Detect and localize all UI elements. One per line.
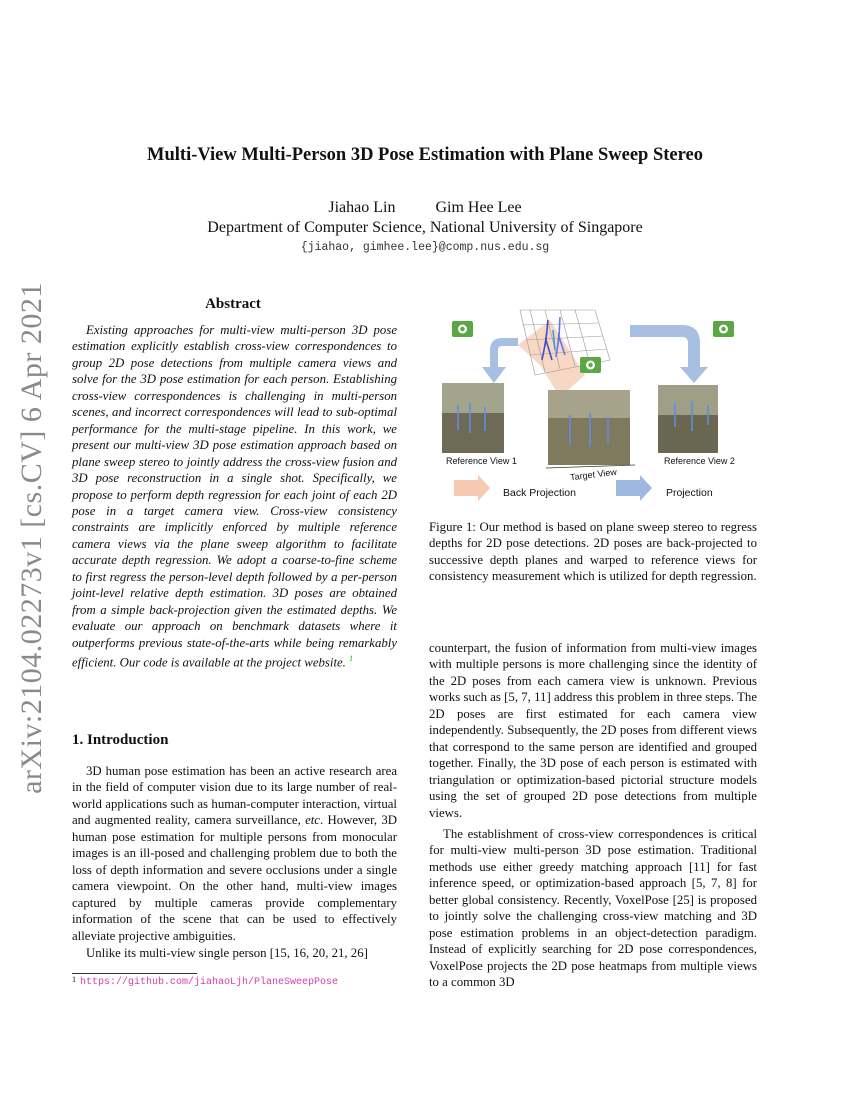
camera-icon [713, 321, 734, 337]
projection-legend-label: Projection [666, 487, 713, 499]
author-emails: {jiahao, gimhee.lee}@comp.nus.edu.sg [300, 241, 550, 254]
author-name: Gim Hee Lee [435, 199, 522, 216]
reference-view-1-label: Reference View 1 [446, 456, 517, 466]
figure-1-caption: Figure 1: Our method is based on plane sweep stereo to regress depths for 2D pose detections. 2D poses are back-projected to successive depth planes and warped to reference views for consistency measurement which is utilized for depth regression. [429, 520, 757, 584]
intro-p1-etc: etc [305, 813, 320, 828]
intro-p1-part-a: 3D human pose estimation has been an active research area in the field of computer vision due to its large number of real-world applications such as human-computer interaction, virtual and augmented reality, camera surveillance, [72, 764, 397, 828]
arxiv-stamp-text: arXiv:2104.02273v1 [cs.CV] 6 Apr 2021 [15, 282, 48, 794]
abstract-heading: Abstract [205, 296, 261, 312]
footnote-ref[interactable]: 1 [349, 654, 354, 664]
intro-paragraph-4: The establishment of cross-view correspondences is critical for multi-view multi-person 3D pose estimation. Traditional methods use either greedy matching approach [11] for fast inference speed, or optimization-based approach [5, 7, 8] for better global consistency. Recently, VoxelPose [25] is proposed to jointly solve the challenging cross-view matching and 3D pose estimation problems in an object-detection paradigm. Instead of explicitly searching for 2D pose correspondences, VoxelPose projects the 2D pose heatmaps from multiple views to a common 3D [429, 827, 757, 990]
footnote-link[interactable]: https://github.com/jiahaoLjh/PlaneSweepPose [80, 977, 339, 988]
arxiv-stamp [14, 282, 50, 794]
projection-arrow-right [630, 325, 708, 383]
section-heading-introduction: 1. Introduction [72, 732, 169, 748]
intro-p1-part-b: . However, 3D human pose estimation for multiple persons from monocular images is an ill-posed and challenging problem due to both the loss of depth information and severe occlusions under a single camera viewpoint. On the other hand, multi-view images captured by multiple cameras provide complementary information of the scene that can be used to effectively alleviate projective ambiguities. [72, 813, 397, 943]
intro-paragraph-3: counterpart, the fusion of information from multi-view images with multiple persons is more challenging since the identity of the 2D poses from each camera view is unknown. Previous works such as [5, 7, 11] address this problem in three steps. The 2D poses are first estimated for each camera view independently. Subsequently, the 2D poses from different views that correspond to the same person are identified and grouped together. Finally, the 3D pose of each person is estimated with triangulation or optimization-based pictorial structure models using the set of grouped 2D pose detections from multiple views. [429, 641, 757, 820]
projection-arrow-left [482, 338, 518, 383]
abstract-body: Existing approaches for multi-view multi-person 3D pose estimation explicitly establish cross-view correspondences to group 2D pose detections from multiple camera views and solve for the 3D pose estimation for each person. Establishing cross-view correspondences is challenging in multi-person scenes, and incorrect correspondences will lead to sub-optimal performance for the multi-stage pipeline. In this work, we present our multi-view 3D pose estimation approach based on plane sweep stereo to jointly address the cross-view fusion and 3D pose reconstruction in a single shot. Specifically, we propose to perform depth regression for each joint of each 2D pose in a target camera view. Cross-view consistency constraints are implicitly enforced by multiple reference camera views via the plane sweep algorithm to facilitate accurate depth regression. We adopt a coarse-to-fine scheme to first regress the person-level depth followed by a per-person joint-level relative depth estimation. 3D poses are obtained from a simple back-projection given the estimated depths. We evaluate our approach on benchmark datasets where it outperforms previous state-of-the-arts while being remarkably efficient. Our code is available at the project website. [72, 323, 397, 670]
paper-title: Multi-View Multi-Person 3D Pose Estimation with Plane Sweep Stereo [147, 145, 703, 165]
footnote-divider [72, 973, 197, 974]
author-list [0, 199, 850, 217]
projection-legend-arrow [616, 475, 652, 501]
camera-icon [580, 357, 601, 373]
intro-paragraph-1 [72, 763, 397, 944]
author-name: Jiahao Lin [328, 199, 396, 216]
affiliation: Department of Computer Science, National University of Singapore [207, 219, 643, 236]
abstract-text [72, 322, 397, 671]
back-projection-legend-arrow [454, 475, 490, 501]
intro-paragraph-2: Unlike its multi-view single person [15, 16, 20, 21, 26] [86, 946, 368, 960]
figure-1 [430, 305, 760, 505]
back-projection-legend-label: Back Projection [503, 487, 576, 499]
target-view-label: Target View [569, 466, 618, 483]
reference-view-2-label: Reference View 2 [664, 456, 735, 466]
footnote-mark: 1 [72, 975, 76, 984]
camera-icon [452, 321, 473, 337]
